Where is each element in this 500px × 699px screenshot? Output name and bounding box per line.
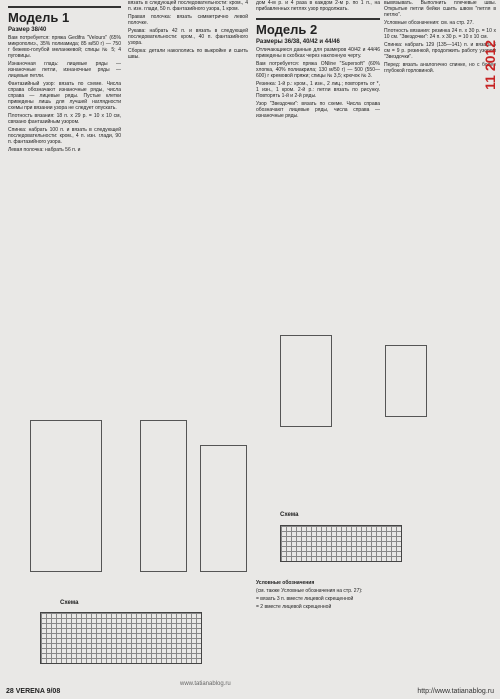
model2-back-diagram [280, 335, 332, 427]
watermark: www.tatianablog.ru [180, 681, 231, 687]
schema-label-right: Схема [280, 512, 299, 518]
paragraph: Плотность вязания: резинка 24 п. x 30 р. = 10 x 10 см. "Звездочки": 24 п. x 30 р. = 10 x 10 см. [384, 28, 496, 40]
paragraph: Вам потребуется: пряжа Gedifra "Velours" (65% микрополиэ., 35% полиамида; 85 м/50 г) — 750 г бежево-голубой меланжевой; спицы № 5; 4 пуговицы. [8, 35, 121, 59]
paragraph: Вам потребуется: пряжа ONline "Supersoft" (60% хлопка, 40% полиакрила; 130 м/50 г) — 500 (550—600) г кремовой пряжи; спицы № 3,5; крючок № 3. [256, 61, 380, 79]
front-pattern-diagram [140, 420, 187, 572]
model-1-size: Размер 38/40 [8, 27, 47, 33]
back-pattern-diagram [30, 420, 102, 572]
paragraph: Фантазийный узор: вязать по схеме. Числа справа обозначают изнаночные ряды, числа справа — лицевые ряды. Пустые клетки приведены лишь для лучшей наглядности схемы при вязании узора не следует опускать. [8, 81, 121, 111]
stitch-chart-left [40, 612, 202, 664]
paragraph: вязать в следующей последовательности: кром., 4 п. изн. глади, 50 п. фантазийного узора, 1 кром. [128, 0, 248, 12]
column-4 [384, 0, 496, 671]
paragraph: Левая полочка: набрать 56 п. и [8, 147, 81, 153]
paragraph: Рукава: набрать 42 п. и вязать в следующей последовательности: кром., 40 п. фантазийного узора. [128, 28, 248, 46]
paragraph: Спинка: набрать 100 п. и вязать в следующей последовательности: кром., 4 п. изн. глади, 90 п. фантазийного узора. [8, 127, 121, 145]
paragraph: Плотность вязания: 18 п. x 29 р. = 10 x 10 см, связано фантазийным узором. [8, 113, 121, 125]
paragraph: дом 4-м р. и 4 раза в каждом 2-м р. по 1 п., на прибавленных петлях узор продолжать. [256, 0, 380, 12]
paragraph: Отличающиеся данные для размеров 40/42 и 44/46 приведены в скобках через наклонную черту. [256, 47, 380, 59]
paragraph: Перед: вязать аналогично спинке, но с более глубокой горловиной. [384, 62, 496, 74]
date-stamp: 11 2012 [482, 40, 498, 90]
legend-title: Условные обозначения [256, 580, 315, 586]
legend-line: (см. также Условные обозначения на стр. 27): [256, 588, 363, 594]
model-2-title: Модель 2 [256, 18, 380, 37]
paragraph: Условные обозначения: см. на стр. 27. [384, 20, 474, 26]
paragraph: Узор "Звездочки": вязать по схеме. Числа справа обозначают лицевые ряды, числа справа — изнаночные ряды. [256, 101, 380, 119]
paragraph: Сборка: детали накололись по выкройке и сшить швы. [128, 48, 248, 60]
paragraph: Изнаночная гладь: лицевые ряды — изнаночные петли, изнаночные ряды — лицевые петли. [8, 61, 121, 79]
page-number: 28 VERENA 9/08 [6, 688, 61, 695]
sleeve-pattern-diagram [200, 445, 247, 572]
paragraph: Правая полочка: вязать симметрично левой полочке. [128, 14, 248, 26]
paragraph: Резинка: 1-й р.: кром., 1 изн., 2 лиц.; повторять от *, 1 изн., 1 кром. 2-й р.: петли вязать по рисунку. Повторять 1-й и 2-й ряды. [256, 81, 380, 99]
model-1-title: Модель 1 [8, 6, 121, 25]
watermark-link: http://www.tatianablog.ru [417, 688, 494, 695]
model2-sleeve-diagram [385, 345, 427, 417]
paragraph: Спинка: набрать 129 (135—141) п. и вязать 5 см = 9 р. резинкой, продолжить работу узором "Звездочки". [384, 42, 496, 60]
legend-line: = вязать 3 п. вместе лицевой скрещенной [256, 596, 354, 602]
legend-line: = 2 вместе лицевой скрещенной [256, 604, 332, 610]
schema-label-left: Схема [60, 600, 79, 606]
model-2-size: Размеры 36/38, 40/42 и 44/46 [256, 39, 340, 45]
legend [256, 580, 486, 670]
paragraph: вывязывать. Выполнить плечевые швы. Открытые петли бейки сшить швом "петля в петлю". [384, 0, 496, 18]
stitch-chart-right [280, 525, 402, 562]
